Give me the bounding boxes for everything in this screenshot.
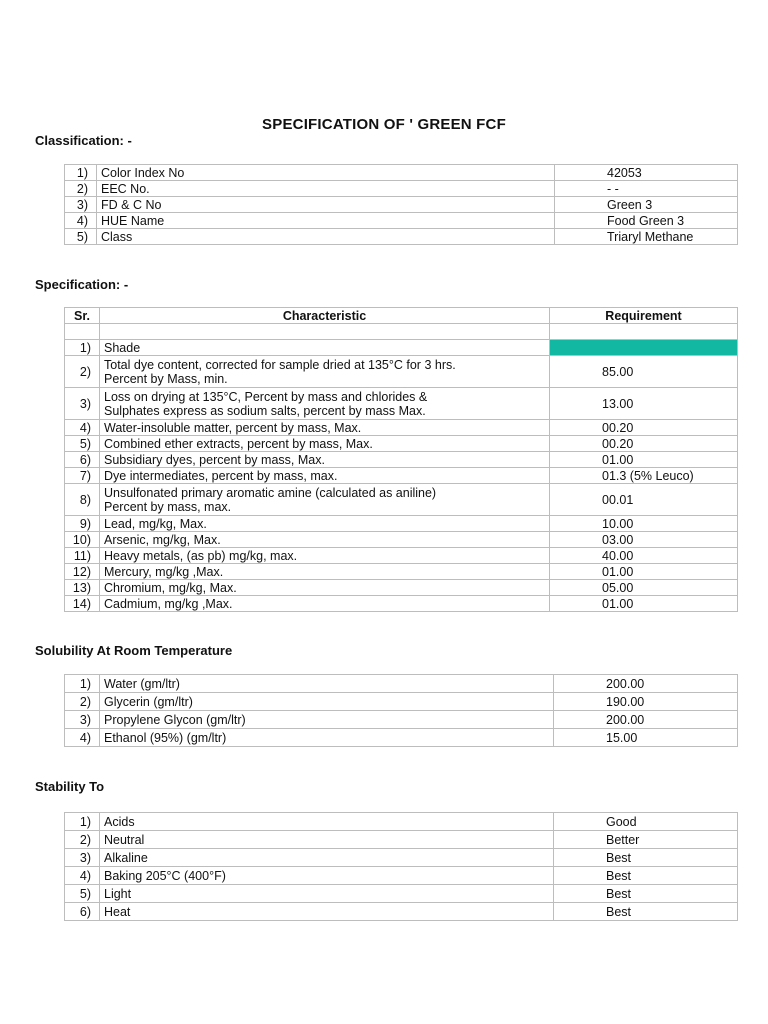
row-number: 1) [65,675,100,693]
table-row [65,436,738,452]
row-characteristic [100,564,550,580]
page-title: SPECIFICATION OF ' GREEN FCF [262,116,506,133]
table-row [65,867,738,885]
solubility-heading: Solubility At Room Temperature [35,643,233,658]
row-label: Alkaline [100,849,554,867]
row-number: 5) [65,436,100,452]
characteristic-line: Heavy metals, (as pb) mg/kg, max. [104,548,298,563]
row-characteristic [100,436,550,452]
row-value: Good [554,813,738,831]
table-row [65,484,738,516]
row-value: 200.00 [554,675,738,693]
row-number: 10) [65,532,100,548]
row-label: Propylene Glycon (gm/ltr) [100,711,554,729]
row-number: 2) [65,831,100,849]
table-row [65,388,738,420]
row-label: Glycerin (gm/ltr) [100,693,554,711]
row-value: 85.00 [550,356,738,388]
row-characteristic [100,452,550,468]
row-number: 1) [65,813,100,831]
row-number: 3) [65,388,100,420]
table-row [65,564,738,580]
row-number: 6) [65,903,100,921]
row-number: 7) [65,468,100,484]
characteristic-line: Subsidiary dyes, percent by mass, Max. [104,452,325,467]
row-label: Ethanol (95%) (gm/ltr) [100,729,554,747]
row-value: Food Green 3 [555,213,738,229]
row-label: Class [97,229,555,245]
table-row [65,831,738,849]
table-row [65,197,738,213]
row-number: 2) [65,693,100,711]
specification-heading: Specification: - [35,277,129,292]
row-value: Best [554,867,738,885]
row-number: 1) [65,340,100,356]
classification-table [64,164,738,245]
row-label: Neutral [100,831,554,849]
row-label: FD & C No [97,197,555,213]
row-characteristic [100,356,550,388]
row-number: 3) [65,711,100,729]
characteristic-line: Combined ether extracts, percent by mass, Max. [104,436,373,451]
table-row [65,675,738,693]
row-value: 00.01 [550,484,738,516]
characteristic-line: Shade [104,340,141,355]
spec-blank-row [65,324,738,340]
table-row [65,729,738,747]
table-row [65,213,738,229]
classification-heading: Classification: - [35,133,132,148]
row-characteristic [100,484,550,516]
solubility-table [64,674,738,747]
row-number: 1) [65,165,97,181]
table-row [65,885,738,903]
table-row [65,452,738,468]
table-row [65,468,738,484]
table-row [65,356,738,388]
row-characteristic [100,516,550,532]
characteristic-line: Arsenic, mg/kg, Max. [104,532,221,547]
row-value: 40.00 [550,548,738,564]
table-row [65,580,738,596]
row-number: 4) [65,420,100,436]
row-value: 03.00 [550,532,738,548]
characteristic-line: Sulphates express as sodium salts, percent by mass Max. [104,403,426,418]
row-value: 01.00 [550,452,738,468]
row-number: 14) [65,596,100,612]
row-value: Triaryl Methane [555,229,738,245]
characteristic-line: Loss on drying at 135°C, Percent by mass and chlorides & [104,389,428,404]
table-row [65,596,738,612]
row-number: 5) [65,229,97,245]
row-value: 01.3 (5% Leuco) [550,468,738,484]
row-value: Best [554,885,738,903]
table-row [65,903,738,921]
characteristic-line: Mercury, mg/kg ,Max. [104,564,224,579]
row-number: 3) [65,197,97,213]
characteristic-line: Chromium, mg/kg, Max. [104,580,237,595]
row-value: Green 3 [555,197,738,213]
characteristic-line: Percent by mass, max. [104,499,232,514]
row-label: Acids [100,813,554,831]
characteristic-line: Unsulfonated primary aromatic amine (calculated as aniline) [104,485,437,500]
row-value: 00.20 [550,436,738,452]
row-label: HUE Name [97,213,555,229]
row-label: Color Index No [97,165,555,181]
characteristic-line: Cadmium, mg/kg ,Max. [104,596,233,611]
table-row [65,813,738,831]
row-value: Best [554,849,738,867]
requirement-header: Requirement [550,308,738,324]
row-characteristic [100,468,550,484]
row-characteristic [100,580,550,596]
row-value: 13.00 [550,388,738,420]
table-row [65,516,738,532]
row-characteristic [100,420,550,436]
row-number: 4) [65,213,97,229]
characteristic-line: Lead, mg/kg, Max. [104,516,207,531]
row-number: 13) [65,580,100,596]
row-label: Heat [100,903,554,921]
row-value: 200.00 [554,711,738,729]
row-value: 42053 [555,165,738,181]
row-label: EEC No. [97,181,555,197]
stability-heading: Stability To [35,779,105,794]
row-value: Best [554,903,738,921]
table-row [65,693,738,711]
row-number: 2) [65,356,100,388]
row-number: 3) [65,849,100,867]
table-row [65,711,738,729]
row-value: Better [554,831,738,849]
row-characteristic [100,548,550,564]
stability-table [64,812,738,921]
row-number: 6) [65,452,100,468]
characteristic-line: Water-insoluble matter, percent by mass, Max. [104,420,362,435]
table-row [65,532,738,548]
row-value: 190.00 [554,693,738,711]
table-row [65,181,738,197]
spec-header-row [65,308,738,324]
row-number: 9) [65,516,100,532]
row-characteristic [100,596,550,612]
sr-header: Sr. [65,308,100,324]
row-label: Light [100,885,554,903]
characteristic-line: Total dye content, corrected for sample dried at 135°C for 3 hrs. [104,357,456,372]
row-characteristic [100,388,550,420]
shade-swatch [550,340,738,356]
row-number: 12) [65,564,100,580]
table-row [65,548,738,564]
row-number: 11) [65,548,100,564]
table-row [65,229,738,245]
row-number: 8) [65,484,100,516]
row-number: 4) [65,729,100,747]
table-row [65,420,738,436]
row-value: 15.00 [554,729,738,747]
table-row [65,849,738,867]
specification-table [64,307,738,612]
row-characteristic [100,340,550,356]
row-number: 2) [65,181,97,197]
row-value: 05.00 [550,580,738,596]
row-number: 4) [65,867,100,885]
row-value: 01.00 [550,596,738,612]
row-label: Water (gm/ltr) [100,675,554,693]
row-value: 00.20 [550,420,738,436]
characteristic-line: Percent by Mass, min. [104,371,228,386]
table-row [65,340,738,356]
characteristic-line: Dye intermediates, percent by mass, max. [104,468,338,483]
row-value: 10.00 [550,516,738,532]
row-characteristic [100,532,550,548]
characteristic-header: Characteristic [100,308,550,324]
row-label: Baking 205°C (400°F) [100,867,554,885]
table-row [65,165,738,181]
row-value: - - [555,181,738,197]
row-number: 5) [65,885,100,903]
row-value: 01.00 [550,564,738,580]
